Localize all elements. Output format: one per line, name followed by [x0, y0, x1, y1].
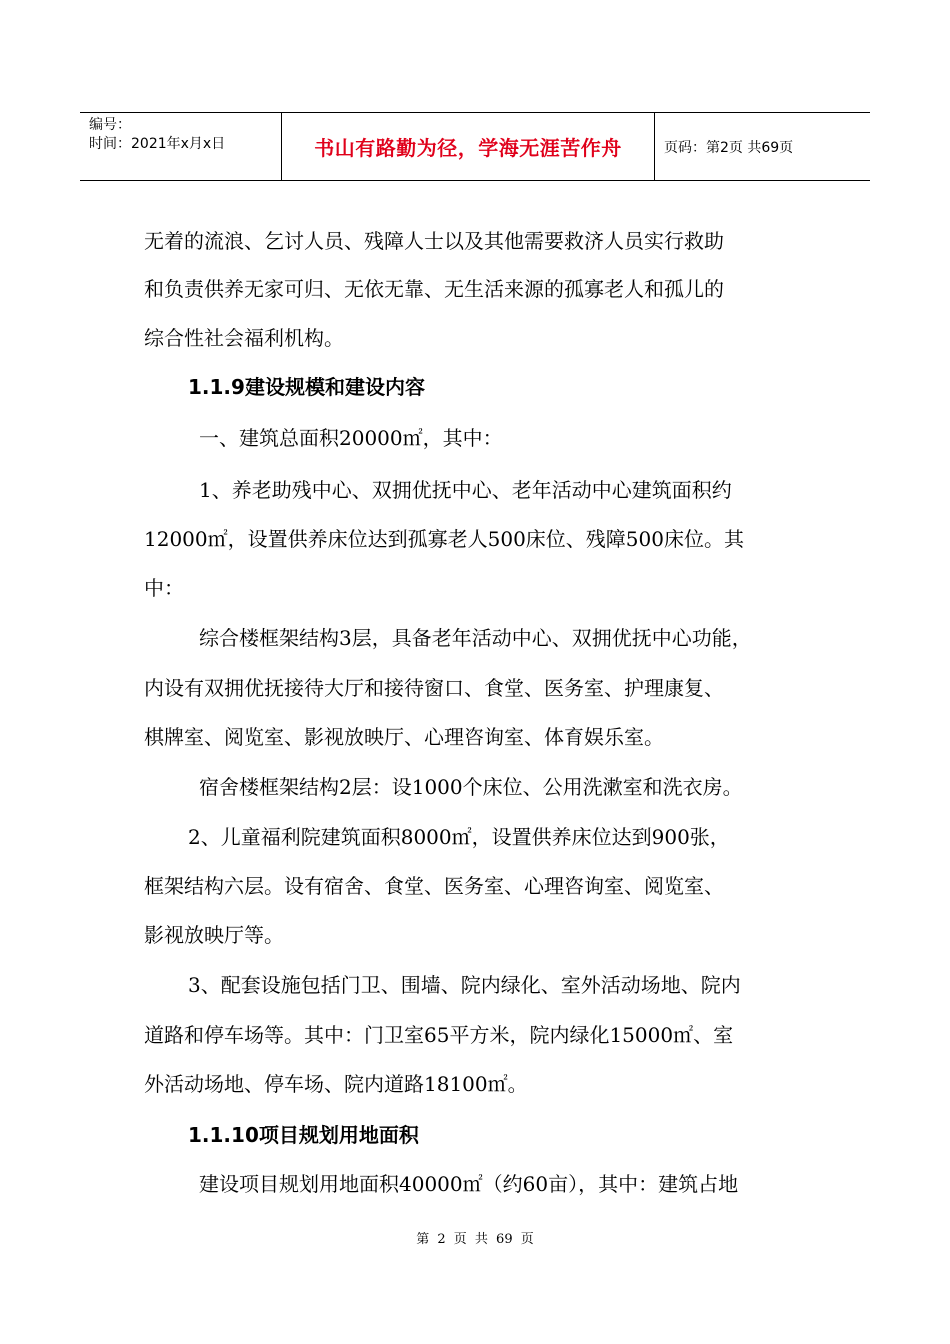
paragraph-line: 内设有双拥优抚接待大厅和接待窗口、食堂、医务室、护理康复、	[144, 676, 724, 700]
paragraph-line: 棋牌室、阅览室、影视放映厅、心理咨询室、体育娱乐室。	[144, 725, 664, 749]
paragraph-line: 无着的流浪、乞讨人员、残障人士以及其他需要救济人员实行救助	[144, 229, 724, 253]
paragraph-line: 影视放映厅等。	[144, 923, 284, 947]
paragraph-line: 12000㎡，设置供养床位达到孤寡老人500床位、残障500床位。其	[144, 527, 744, 551]
paragraph-line: 外活动场地、停车场、院内道路18100㎡。	[144, 1072, 528, 1096]
paragraph-line: 综合楼框架结构3层，具备老年活动中心、双拥优抚中心功能，	[199, 626, 752, 650]
paragraph-line: 宿舍楼框架结构2层：设1000个床位、公用洗漱室和洗衣房。	[199, 775, 743, 799]
paragraph-line: 建设项目规划用地面积40000㎡（约60亩），其中：建筑占地	[199, 1172, 739, 1196]
paragraph-line: 1、养老助残中心、双拥优抚中心、老年活动中心建筑面积约	[199, 478, 732, 502]
paragraph-line: 3、配套设施包括门卫、围墙、院内绿化、室外活动场地、院内	[188, 973, 741, 997]
section-heading: 1.1.10项目规划用地面积	[188, 1123, 419, 1147]
page-info: 页码：第2页 共69页	[664, 139, 794, 156]
date-label: 时间：2021年x月x日	[89, 136, 226, 152]
paragraph-line: 2、儿童福利院建筑面积8000㎡，设置供养床位达到900张，	[188, 825, 730, 849]
paragraph-line: 中：	[144, 576, 184, 600]
code-label: 编号：	[89, 117, 131, 133]
paragraph-line: 一、建筑总面积20000㎡，其中：	[199, 426, 503, 450]
slogan-text: 书山有路勤为径，学海无涯苦作舟	[314, 136, 622, 160]
paragraph-line: 框架结构六层。设有宿舍、食堂、医务室、心理咨询室、阅览室、	[144, 874, 724, 898]
section-heading: 1.1.9建设规模和建设内容	[188, 375, 425, 399]
paragraph-line: 和负责供养无家可归、无依无靠、无生活来源的孤寡老人和孤儿的	[144, 277, 724, 301]
page-footer: 第 2 页 共 69 页	[416, 1232, 534, 1247]
paragraph-line: 综合性社会福利机构。	[144, 326, 344, 350]
paragraph-line: 道路和停车场等。其中：门卫室65平方米，院内绿化15000㎡、室	[144, 1023, 734, 1047]
